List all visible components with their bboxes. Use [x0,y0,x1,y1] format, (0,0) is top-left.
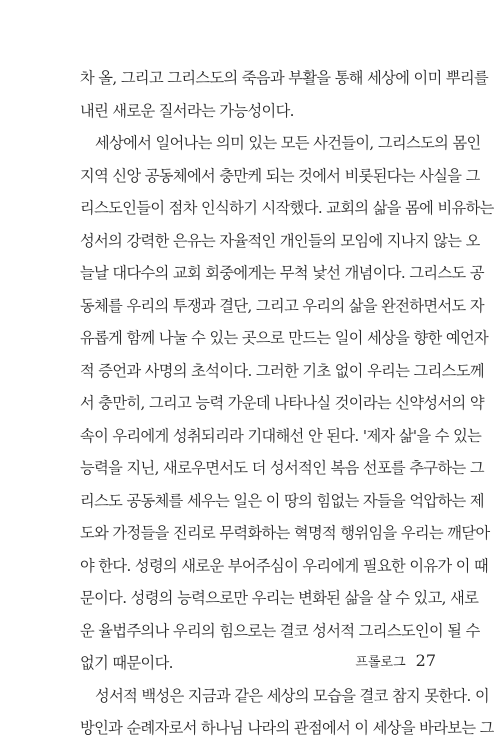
text-line: 능력을 지닌, 새로우면서도 더 성서적인 복음 선포를 추구하는 그 [80,459,484,477]
page-number: 27 [415,651,436,670]
text-line: 방인과 순례자로서 하나님 나라의 관점에서 이 세상을 바라보는 그 [80,719,494,737]
page-footer [355,651,436,670]
text-line: 지역 신앙 공동체에서 충만케 되는 것에서 비롯된다는 사실을 그 [80,166,480,185]
text-line: 야 한다. 성령의 새로운 부어주심이 우리에게 필요한 이유가 이 때 [80,556,489,575]
text-line: 없기 때문이다. [80,654,173,672]
text-line: 늘날 대다수의 교회 회중에게는 무척 낯선 개념이다. 그리스도 공 [80,264,484,282]
text-line: 성서적 백성은 지금과 같은 세상의 모습을 결코 참지 못한다. 이 [95,686,490,705]
text-line: 서 충만히, 그리고 능력 가운데 나타나실 것이라는 신약성서의 약 [80,394,484,412]
text-line: 동체를 우리의 투쟁과 결단, 그리고 우리의 삶을 완전하면서도 자 [80,296,484,315]
text-line: 적 증언과 사명의 초석이다. 그러한 기초 없이 우리는 그리스도께 [80,361,484,380]
text-line: 운 율법주의나 우리의 힘으로는 결코 성서적 그리스도인이 될 수 [80,621,480,640]
running-footer-title: 프롤로그 [355,655,406,670]
text-line: 유롭게 함께 나눌 수 있는 곳으로 만드는 일이 세상을 향한 예언자 [80,329,489,347]
text-line: 도와 가정들을 진리로 무력화하는 혁명적 행위임을 우리는 깨닫아 [80,524,490,542]
text-line: 성서의 강력한 은유는 자율적인 개인들의 모임에 지나지 않는 오 [80,231,480,250]
text-line: 차 올, 그리고 그리스도의 죽음과 부활을 통해 세상에 이미 뿌리를 [80,69,489,87]
text-line: 세상에서 일어나는 의미 있는 모든 사건들이, 그리스도의 몸인 [95,134,481,152]
text-line: 문이다. 성령의 능력으로만 우리는 변화된 삶을 살 수 있고, 새로 [80,589,479,607]
text-line: 리스도 공동체를 세우는 일은 이 땅의 힘없는 자들을 억압하는 제 [80,491,484,510]
text-line: 속이 우리에게 성취되리라 기대해선 안 된다. '제자 삶'을 수 있는 [80,426,482,445]
body-text [80,62,494,745]
text-line: 내린 새로운 질서라는 가능성이다. [80,101,294,120]
text-line: 리스도인들이 점차 인식하기 시작했다. 교회의 삶을 몸에 비유하는 [80,199,494,217]
